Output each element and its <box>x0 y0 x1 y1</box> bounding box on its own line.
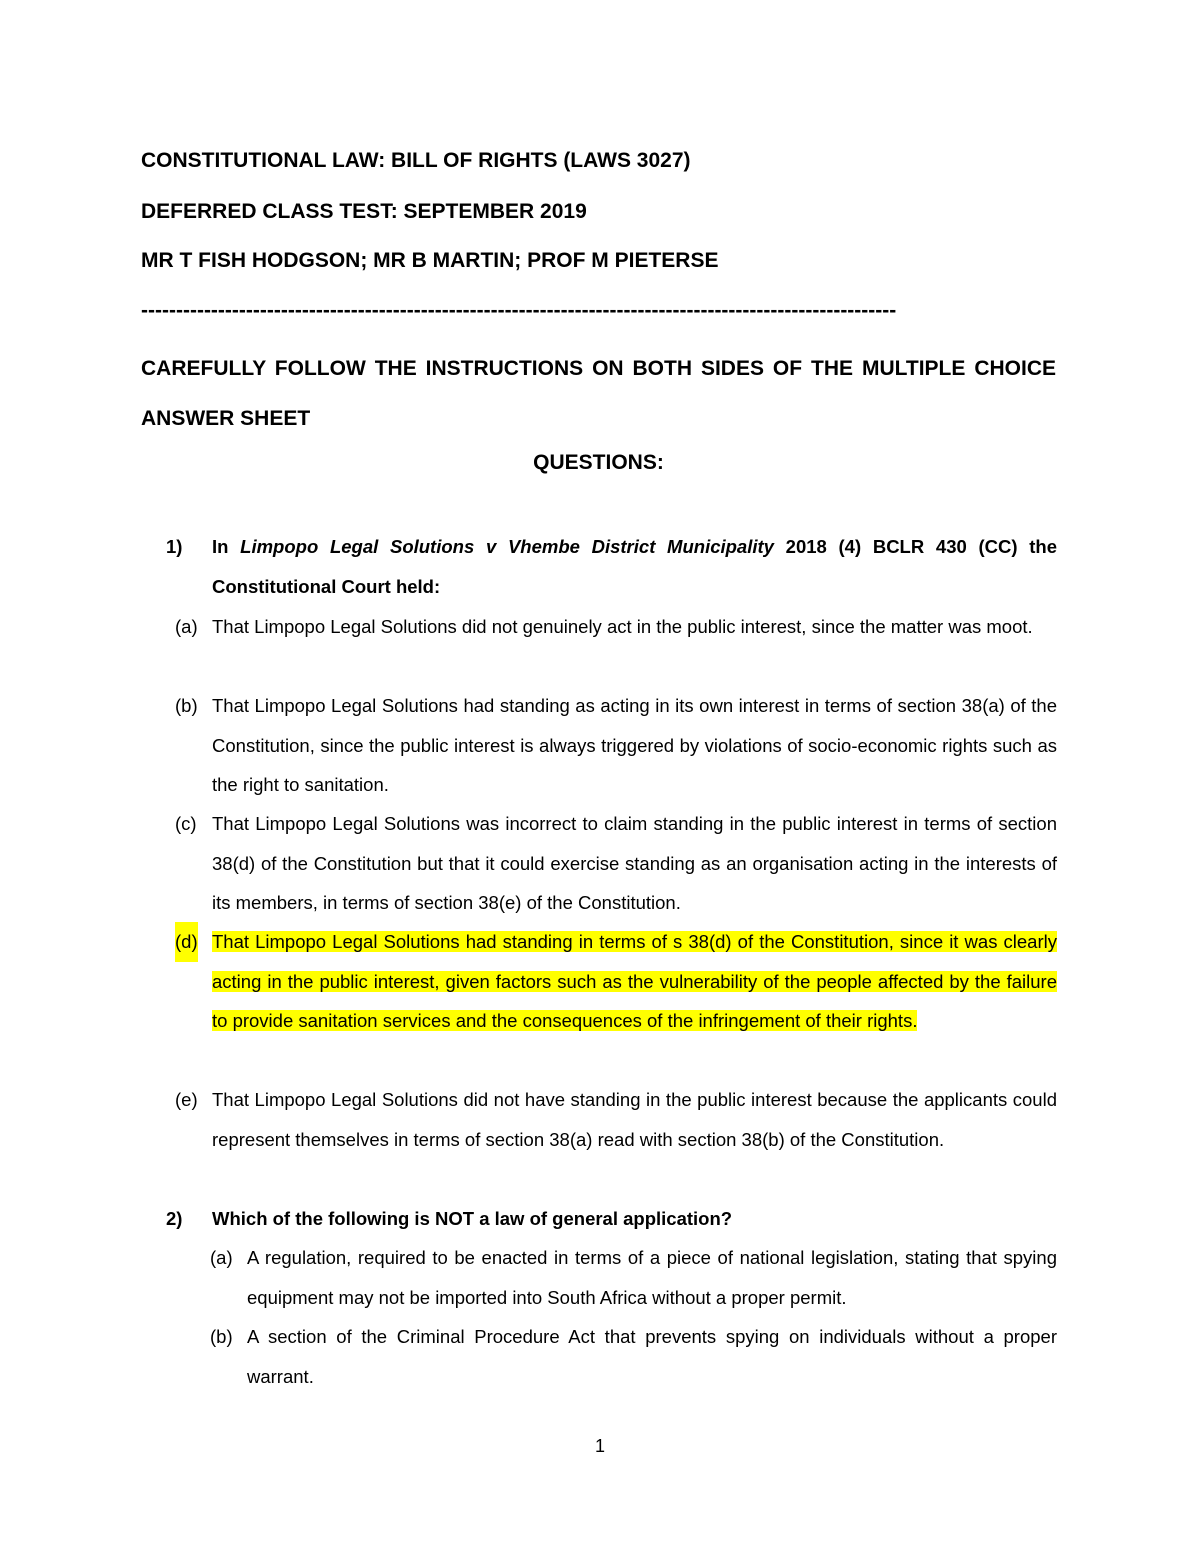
option-label: (b) <box>210 1326 233 1347</box>
option-2a <box>210 1238 1057 1317</box>
option-text: That Limpopo Legal Solutions was incorrect to claim standing in the public interest in terms of section 38(d) of the Constitution but that it could exercise standing as an organisation acting in the interests of its members, in terms of section 38(e) of the Constitution. <box>212 813 1057 913</box>
instructions: CAREFULLY FOLLOW THE INSTRUCTIONS ON BOTH SIDES OF THE MULTIPLE CHOICE ANSWER SHEET <box>141 357 1056 430</box>
option-label: (c) <box>175 813 197 834</box>
option-1a <box>175 607 1057 647</box>
course-title: CONSTITUTIONAL LAW: BILL OF RIGHTS (LAWS 3027) <box>141 149 691 172</box>
option-text: A regulation, required to be enacted in terms of a piece of national legislation, stating that spying equipment may not be imported into South Africa without a proper permit. <box>247 1247 1057 1308</box>
question-lead: In <box>212 536 241 557</box>
option-2b <box>210 1317 1057 1396</box>
option-label: (e) <box>175 1089 198 1110</box>
option-1c <box>175 804 1057 923</box>
question-number: 1) <box>166 536 183 557</box>
option-text: A section of the Criminal Procedure Act that prevents spying on individuals without a proper warrant. <box>247 1326 1057 1387</box>
page-number: 1 <box>594 1436 605 1456</box>
option-text-highlighted: That Limpopo Legal Solutions had standing in terms of s 38(d) of the Constitution, since it was clearly acting in the public interest, given factors such as the vulnerability of the people affected by the failure to provide sanitation services and the consequences of the infringement of their rights. <box>212 931 1057 1031</box>
question-1 <box>166 527 1057 606</box>
option-label: (a) <box>210 1247 233 1268</box>
question-number: 2) <box>166 1208 183 1229</box>
examiners: MR T FISH HODGSON; MR B MARTIN; PROF M PIETERSE <box>141 249 719 272</box>
option-1b <box>175 686 1057 805</box>
option-text: That Limpopo Legal Solutions did not have standing in the public interest because the applicants could represent themselves in terms of section 38(a) read with section 38(b) of the Constitution. <box>212 1089 1057 1150</box>
option-1d-highlighted <box>175 922 1057 1041</box>
question-text: Which of the following is NOT a law of general application? <box>212 1208 733 1229</box>
test-title: DEFERRED CLASS TEST: SEPTEMBER 2019 <box>141 200 587 223</box>
option-1e <box>175 1080 1057 1159</box>
question-tail: 2018 (4) BCLR 430 (CC) the Constitutional Court held: <box>212 536 1057 597</box>
questions-heading: QUESTIONS: <box>533 451 664 474</box>
case-name: Limpopo Legal Solutions v Vhembe District Municipality <box>240 536 774 557</box>
option-text: That Limpopo Legal Solutions had standing as acting in its own interest in terms of section 38(a) of the Constitution, since the public interest is always triggered by violations of socio-economic rights such as the right to sanitation. <box>212 695 1057 795</box>
option-label: (a) <box>175 616 198 637</box>
option-label: (d) <box>175 922 198 962</box>
divider-line: ------------------------------------------------------------------------------------------------------------ <box>141 299 897 322</box>
question-2 <box>166 1199 1057 1239</box>
option-label: (b) <box>175 695 198 716</box>
option-text: That Limpopo Legal Solutions did not genuinely act in the public interest, since the matter was moot. <box>212 616 1033 637</box>
